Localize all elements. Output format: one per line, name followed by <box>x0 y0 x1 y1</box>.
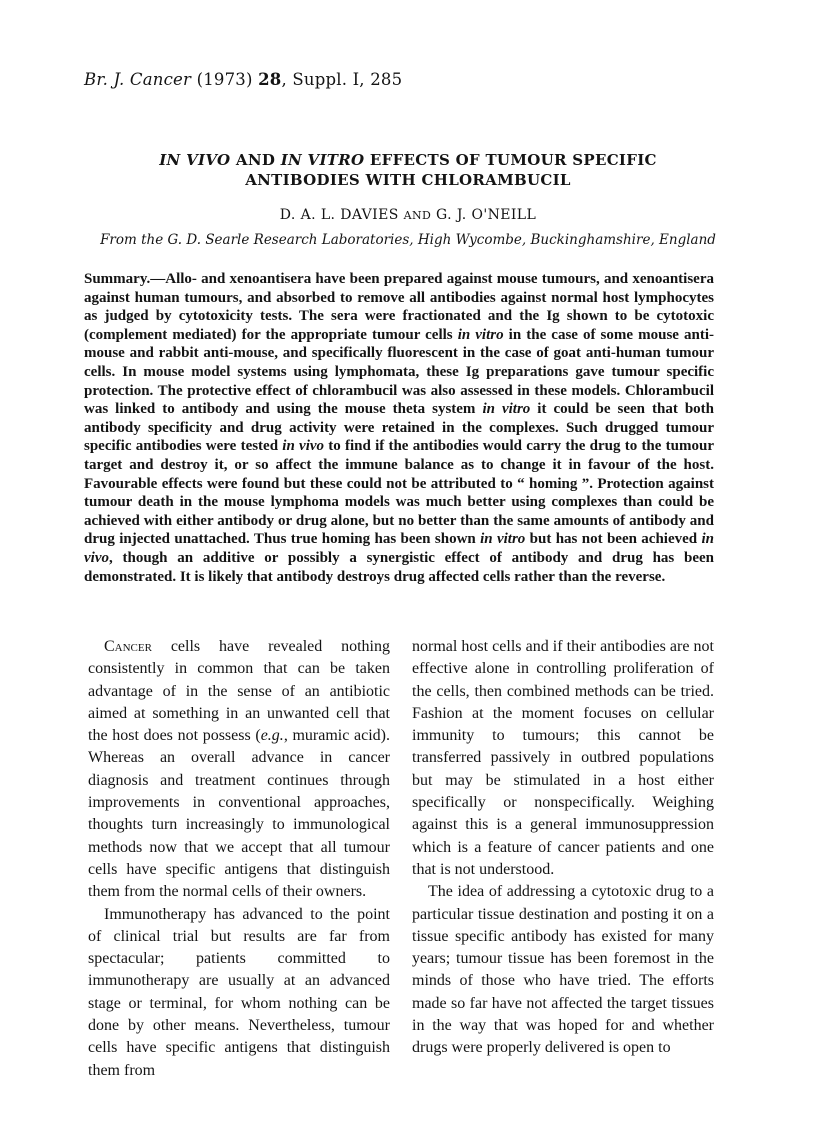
authors-and: AND <box>403 209 432 222</box>
body-column-left <box>88 636 390 1082</box>
summary-abstract: Summary.—Allo- and xenoantisera have been prepared against mouse tumours, and xenoantisera against human tumours, and absorbed to remove all antibodies against normal host lymphocytes as judged by cytotoxicity tests. The sera were fractionated and the Ig shown to be cytotoxic (complement mediated) for the appropriate tumour cells in vitro in the case of some mouse anti-mouse and rabbit anti-mouse, and specifically fluorescent in the case of goat anti-human tumour cells. In mouse model systems using lymphomata, these Ig preparations gave tumour specific protection. The protective effect of chlorambucil was also assessed in these models. Chlorambucil was linked to antibody and using the mouse theta system in vitro it could be seen that both antibody specificity and drug activity were retained in the complexes. Such drugged tumour specific antibodies were tested in vivo to find if the antibodies would carry the drug to the tumour target and destroy it, or so affect the immune balance as to change it in favour of the host. Favourable effects were found but these could not be attributed to “ homing ”. Protection against tumour death in the mouse lymphoma models was much better using complexes than could be achieved with either antibody or drug alone, but no better than the same amounts of antibody and drug injected unattached. Thus true homing has been shown in vitro but has not been achieved in vivo, though an additive or possibly a synergistic effect of antibody and drug has been demonstrated. It is likely that antibody destroys drug affected cells rather than the reverse. <box>84 271 715 585</box>
title-in-vivo: IN VIVO <box>159 151 231 169</box>
paragraph-1: Cancer cells have revealed nothing consistently in common that can be taken advantage of in the sense of an antibiotic aimed at something in an unwanted cell that the host does not possess (e.g., muramic acid). Whereas an overall advance in cancer diagnosis and treatment continues through improvements in conventional approaches, thoughts turn increasingly to immunological methods now that we accept that all tumour cells have specific antigens that distinguish them from the normal cells of their owners. <box>88 638 391 901</box>
journal-name: Br. J. Cancer <box>84 70 192 89</box>
paragraph-3: normal host cells and if their antibodies are not effective alone in controlling proliferation of the cells, then combined methods can be tried. Fashion at the moment focuses on cellular immunity to tumours; this cannot be transferred passively in outbred populations but may be stimulated in a host either specifically or nonspecifically. Weighing against this is a general immunosuppression which is a feature of cancer patients and one that is not understood. <box>412 638 714 878</box>
affiliation: From the G. D. Searle Research Laboratories, High Wycombe, Buckinghamshire, England <box>100 232 716 248</box>
title-in-vitro: IN VITRO <box>280 151 365 169</box>
authors <box>60 207 756 223</box>
paragraph-2: Immunotherapy has advanced to the point of clinical trial but results are far from spectacular; patients committed to immunotherapy are usually at an advanced stage or terminal, for whom nothing can be done by other means. Nevertheless, tumour cells have specific antigens that distinguish them from <box>88 905 390 1079</box>
title-line-2: ANTIBODIES WITH CHLORAMBUCIL <box>245 171 571 189</box>
body-column-right <box>412 636 714 1060</box>
article-title: IN VIVO AND IN VITRO EFFECTS OF TUMOUR SPECIFIC ANTIBODIES WITH CHLORAMBUCIL <box>100 150 716 190</box>
journal-reference: Br. J. Cancer (1973) 28, Suppl. I, 285 <box>84 70 403 89</box>
journal-volume: 28 <box>258 70 282 89</box>
author-2: G. J. O'NEILL <box>436 207 537 223</box>
journal-year: (1973) <box>196 70 253 89</box>
paragraph-4: The idea of addressing a cytotoxic drug to a particular tissue destination and posting it on a tissue specific antibody has existed for many years; tumour tissue has been foremost in the minds of those who have tried. The efforts made so far have not affected the target tissues in the way that was hoped for and whether drugs were properly delivered is open to <box>412 883 714 1057</box>
journal-supplement: Suppl. I, 285 <box>292 70 403 89</box>
author-1: D. A. L. DAVIES <box>279 207 399 223</box>
